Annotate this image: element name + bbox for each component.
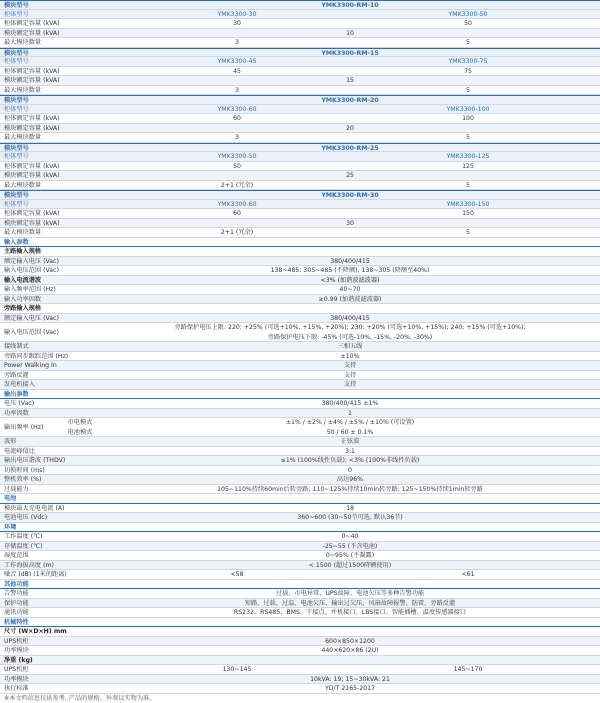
spec-value-right: 150 — [462, 210, 474, 217]
spec-value: 105~110%持续60min后转旁路; 110~125%持续10min转旁路; 125~150%持续1min转旁路 — [217, 485, 483, 493]
spec-value: 0 — [348, 466, 352, 474]
spec-value-left: 45 — [233, 67, 241, 75]
spec-value-left: 130~145 — [222, 666, 252, 673]
spec-row — [0, 542, 600, 552]
spec-label: 最大模块数量 — [4, 134, 42, 141]
spec-label: 执行标准 — [4, 685, 29, 692]
spec-value-right: 5 — [466, 134, 470, 141]
cabinet-model-left: YMK3300-60 — [217, 105, 257, 113]
module-spec-row — [0, 29, 600, 39]
output-mode-value: ±1% / ±2% / ±4% / ±5% / ±10% (可设置) — [285, 419, 415, 426]
spec-label: 输入功率因数 — [4, 295, 42, 303]
spec-value-right: <61 — [461, 571, 475, 578]
spec-value: 440×620×86 (2U) — [321, 647, 379, 654]
spec-label: 电流峰值比 — [4, 447, 35, 455]
spec-label: 工作温度 (℃) — [4, 533, 43, 540]
spec-value-left: 60 — [233, 210, 241, 217]
module-model-value: YMK3300-RM-25 — [321, 144, 379, 152]
spec-value: 短路、过载、过温、电池欠压、输出过欠压、风扇故障报警、防雷、旁路反灌 — [244, 599, 456, 607]
spec-value: 380/400/415 — [330, 257, 370, 265]
module-model-value: YMK3300-RM-10 — [321, 2, 379, 9]
cabinet-models-row — [0, 200, 600, 210]
spec-row — [0, 409, 600, 419]
spec-value: 380/400/415 — [330, 314, 370, 322]
spec-row — [0, 371, 600, 381]
spec-label: 湿度范围 — [4, 552, 29, 559]
spec-value: 过载、市电异常、UPS故障、电池欠压等多种告警功能 — [275, 590, 425, 597]
section-title: 环境 — [4, 523, 17, 531]
spec-row — [0, 589, 600, 599]
spec-value: 高达96% — [336, 476, 364, 483]
section-header — [0, 618, 600, 628]
spec-label: 模块额定容量 (kVA) — [4, 77, 60, 84]
footnote-text: ※本文档信息仅供参考, 产品的规格、外观以实物为准。 — [4, 694, 156, 702]
spec-row — [0, 352, 600, 362]
spec-value: 10kVA: 19; 15~30kVA: 21 — [310, 675, 390, 683]
cabinet-models-row — [0, 10, 600, 20]
module-spec-row — [0, 38, 600, 48]
cabinet-model-left: YMK3300-50 — [217, 153, 257, 160]
spec-row — [0, 485, 600, 495]
spec-value-right: 50 — [464, 20, 472, 27]
module-model-row — [0, 0, 600, 10]
section-header — [0, 238, 600, 248]
spec-value: 正弦波 — [340, 438, 360, 445]
spec-label: 输出频率 (Hz) — [4, 423, 44, 431]
spec-value: -25~55 (不含电池) — [322, 542, 378, 550]
cabinet-model-left: YMK3300-30 — [217, 10, 257, 18]
spec-label: 主路输入规格 — [4, 248, 42, 255]
spec-row — [0, 608, 600, 618]
spec-label: Power Walking In — [4, 362, 57, 369]
spec-label: 通讯功能 — [4, 609, 29, 616]
spec-row — [0, 637, 600, 647]
module-model-row — [0, 143, 600, 153]
spec-row — [0, 342, 600, 352]
spec-label: 柜体额定容量 (kVA) — [4, 210, 60, 217]
spec-row — [0, 285, 600, 295]
module-model-value: YMK3300-RM-20 — [321, 97, 379, 104]
spec-label: 旁路同步跟踪范围 (Hz) — [4, 352, 69, 360]
spec-value-right: 75 — [464, 67, 472, 75]
spec-value-line: 旁路保护电压下限: -45% (可选-10%, -15%, -20%, -30%) — [267, 333, 433, 341]
spec-row — [0, 399, 600, 409]
spec-value-right: 5 — [466, 229, 470, 236]
spec-row — [0, 475, 600, 485]
spec-label: 最大模块数量 — [4, 181, 42, 189]
module-spec-row — [0, 162, 600, 172]
spec-value: 支持 — [343, 362, 357, 369]
spec-value: 1 — [348, 409, 352, 417]
cabinet-models-row — [0, 152, 600, 162]
module-model-label: 模块型号 — [4, 49, 29, 57]
spec-label: 输入电流谐波 — [4, 276, 42, 284]
spec-row — [0, 295, 600, 305]
cabinet-type-label: 柜体型号 — [4, 10, 29, 18]
spec-label: UPS机柜 — [4, 666, 29, 673]
spec-label: 切换时间 (ms) — [4, 466, 45, 474]
spec-row — [0, 418, 600, 437]
cabinet-type-label: 柜体型号 — [4, 153, 29, 160]
section-title: 电池 — [4, 495, 17, 502]
spec-value: 30 — [346, 219, 354, 227]
spec-label: 旁路输入规格 — [4, 305, 42, 312]
spec-row — [0, 466, 600, 476]
spec-label: 模块最大充电电流 (A) — [4, 504, 65, 512]
module-spec-row — [0, 171, 600, 181]
spec-value: < 1500 (超过1500降额使用) — [308, 561, 392, 569]
spec-label: 最大模块数量 — [4, 86, 42, 94]
spec-label: 功率因数 — [4, 409, 29, 417]
spec-label: 电压 (Vac) — [4, 400, 35, 407]
spec-row — [0, 456, 600, 466]
module-spec-row — [0, 19, 600, 29]
module-spec-row — [0, 124, 600, 134]
module-model-value: YMK3300-RM-30 — [321, 192, 379, 199]
section-title: 输出参数 — [4, 390, 29, 398]
cabinet-models-row — [0, 105, 600, 115]
cabinet-type-label: 柜体型号 — [4, 105, 29, 113]
section-header — [0, 494, 600, 504]
spec-label: 旁路反灌 — [4, 371, 29, 379]
spec-row — [0, 684, 600, 694]
spec-value: 20 — [346, 124, 354, 132]
cabinet-models-row — [0, 57, 600, 67]
spec-value-left: 30 — [233, 20, 241, 27]
spec-value: 10 — [346, 29, 354, 37]
section-title: 输入参数 — [4, 238, 29, 246]
spec-value: ±10% — [340, 352, 360, 360]
spec-value: 380/400/415 ±1% — [321, 400, 379, 407]
spec-row — [0, 304, 600, 314]
spec-value-left: 3 — [235, 39, 239, 46]
spec-label: 发电机接入 — [4, 381, 35, 388]
output-mode-value: 50 / 60 ± 0.1% — [326, 428, 374, 436]
spec-value-left: 2+1 (冗余) — [220, 229, 254, 236]
spec-label: 接线制式 — [4, 343, 29, 350]
spec-label: 功率模块 — [4, 675, 29, 683]
spec-label: 柜体额定容量 (kVA) — [4, 162, 60, 170]
cabinet-model-left: YMK3300-45 — [217, 58, 257, 65]
spec-row — [0, 627, 600, 637]
cabinet-model-right: YMK3300-125 — [446, 153, 490, 160]
spec-label: 输出电压谐波 (THDV) — [4, 457, 66, 464]
spec-row — [0, 323, 600, 342]
spec-value: 138~485; 305~485 (不降额), 138~305 (降额至40%) — [270, 267, 430, 274]
module-spec-row — [0, 181, 600, 191]
spec-label: 最大模块数量 — [4, 39, 42, 46]
spec-value: 15 — [346, 77, 354, 84]
spec-label: 最大模块数量 — [4, 229, 42, 236]
spec-value: 25 — [346, 172, 354, 179]
spec-value: RS232、RS485、BMS、干接点、并机接口、LBS接口、智能插槽、温度传感器接口 — [233, 609, 467, 616]
spec-value: ≤1% (100%线性负载); <3% (100%非线性负载) — [280, 457, 420, 464]
spec-value: 18 — [346, 504, 354, 512]
module-model-value: YMK3300-RM-15 — [321, 49, 379, 57]
cabinet-model-right: YMK3300-50 — [448, 10, 488, 18]
spec-value: ≥0.99 (加谐波滤波器) — [318, 295, 382, 303]
spec-value: 0~40 — [341, 533, 359, 540]
spec-value-right: 5 — [466, 39, 470, 46]
spec-label: 模块额定容量 (kVA) — [4, 124, 60, 132]
section-header — [0, 580, 600, 590]
module-spec-row — [0, 114, 600, 124]
module-model-label: 模块型号 — [4, 2, 29, 9]
cabinet-model-right: YMK3300-75 — [448, 58, 488, 65]
spec-row — [0, 437, 600, 447]
spec-value-right: 100 — [462, 115, 474, 122]
module-model-row — [0, 48, 600, 58]
spec-label: 输入电压范围 (Vac) — [4, 328, 59, 336]
module-model-row — [0, 95, 600, 105]
spec-label: 电池电压 (Vdc) — [4, 514, 48, 521]
spec-label: 模块额定容量 (kVA) — [4, 172, 60, 179]
spec-row — [0, 570, 600, 580]
spec-row — [0, 447, 600, 457]
spec-row — [0, 665, 600, 675]
cabinet-model-left: YMK3300-60 — [217, 200, 257, 208]
cabinet-model-right: YMK3300-150 — [446, 200, 490, 208]
module-spec-row — [0, 86, 600, 96]
spec-value-left: 3 — [235, 134, 239, 141]
spec-label: 过载能力 — [4, 485, 29, 493]
output-mode-label: 电池模式 — [67, 428, 93, 436]
spec-row — [0, 276, 600, 286]
spec-label: 柜体额定容量 (kVA) — [4, 67, 60, 75]
spec-row — [0, 361, 600, 371]
spec-row — [0, 551, 600, 561]
module-spec-row — [0, 228, 600, 238]
section-header — [0, 523, 600, 533]
spec-value: 3:1 — [345, 447, 355, 455]
module-model-row — [0, 190, 600, 200]
spec-value: 支持 — [343, 381, 357, 388]
spec-row — [0, 257, 600, 267]
module-spec-row — [0, 67, 600, 77]
spec-row — [0, 646, 600, 656]
spec-label: 模块额定容量 (kVA) — [4, 219, 60, 227]
spec-label: 整机效率 (%) — [4, 476, 42, 483]
spec-label: 柜体额定容量 (kVA) — [4, 115, 60, 122]
spec-value-right: 5 — [466, 181, 470, 189]
spec-label: 额定输入电压 (Vac) — [4, 257, 59, 265]
spec-row — [0, 380, 600, 390]
spec-label: 输入电压范围 (Vac) — [4, 267, 59, 274]
spec-row — [0, 599, 600, 609]
spec-label: 保护功能 — [4, 599, 29, 607]
module-spec-row — [0, 209, 600, 219]
section-title: 机械特性 — [4, 618, 29, 626]
spec-value-line: 旁路保护电压上限: 220: +25% (可选+10%, +15%, +20%); 230: +20% (可选+10%, +15%); 240: +15% (可选+10%); — [174, 324, 526, 331]
spec-row — [0, 675, 600, 685]
spec-label: 告警功能 — [4, 590, 29, 597]
spec-row — [0, 247, 600, 257]
output-mode-label: 市电模式 — [67, 419, 93, 426]
spec-row — [0, 561, 600, 571]
section-header — [0, 390, 600, 400]
cabinet-model-right: YMK3300-100 — [446, 105, 490, 113]
spec-label: UPS机柜 — [4, 637, 29, 645]
spec-label: 输入频率范围 (Hz) — [4, 286, 56, 293]
spec-value: 0~95% (不凝露) — [325, 552, 375, 559]
spec-row — [0, 314, 600, 324]
module-model-label: 模块型号 — [4, 144, 29, 152]
spec-value-right: 125 — [462, 162, 474, 170]
spec-label: 额定输入电压 (Vac) — [4, 314, 59, 322]
module-spec-row — [0, 133, 600, 143]
cabinet-type-label: 柜体型号 — [4, 58, 29, 65]
section-title: 其他功能 — [4, 580, 29, 588]
spec-label: 存储温度 (℃) — [4, 542, 43, 550]
spec-value: 40~70 — [339, 286, 361, 293]
module-spec-row — [0, 219, 600, 229]
spec-label: 波形 — [4, 438, 17, 445]
spec-value-left: <58 — [230, 571, 244, 578]
module-model-label: 模块型号 — [4, 192, 29, 199]
spec-label: 模块额定容量 (kVA) — [4, 29, 60, 37]
spec-row — [0, 504, 600, 514]
spec-value: <3% (加谐波滤波器) — [320, 276, 380, 284]
module-spec-row — [0, 76, 600, 86]
spec-value: 360~600 (30~50节可选, 默认36节) — [297, 514, 403, 521]
spec-row — [0, 513, 600, 523]
module-model-label: 模块型号 — [4, 97, 29, 104]
spec-value-right: 145~170 — [453, 666, 483, 673]
spec-label: 功率模块 — [4, 647, 29, 654]
spec-label: 柜体额定容量 (kVA) — [4, 20, 60, 27]
spec-value-left: 3 — [235, 86, 239, 94]
cabinet-type-label: 柜体型号 — [4, 200, 29, 208]
spec-row — [0, 656, 600, 666]
spec-row — [0, 266, 600, 276]
footnote-row — [0, 694, 600, 703]
spec-value-left: 50 — [233, 162, 241, 170]
spec-label: 噪音 (dB) (1米的距离) — [4, 571, 67, 578]
spec-label: 尺寸 (W×D×H) mm — [4, 628, 67, 635]
spec-value: YD/T 2165-2017 — [324, 685, 376, 692]
spec-label: 净重 (kg) — [4, 656, 33, 664]
spec-value: 三相五线 — [337, 343, 363, 350]
spec-value-right: 5 — [466, 86, 470, 94]
spec-row — [0, 532, 600, 542]
spec-value-left: 2+1 (冗余) — [220, 181, 254, 189]
spec-value-left: 60 — [233, 115, 241, 122]
spec-value: 600×850×1200 — [325, 637, 375, 645]
spec-label: 工作海拔高度 (m) — [4, 561, 54, 569]
spec-value: 支持 — [343, 371, 357, 379]
